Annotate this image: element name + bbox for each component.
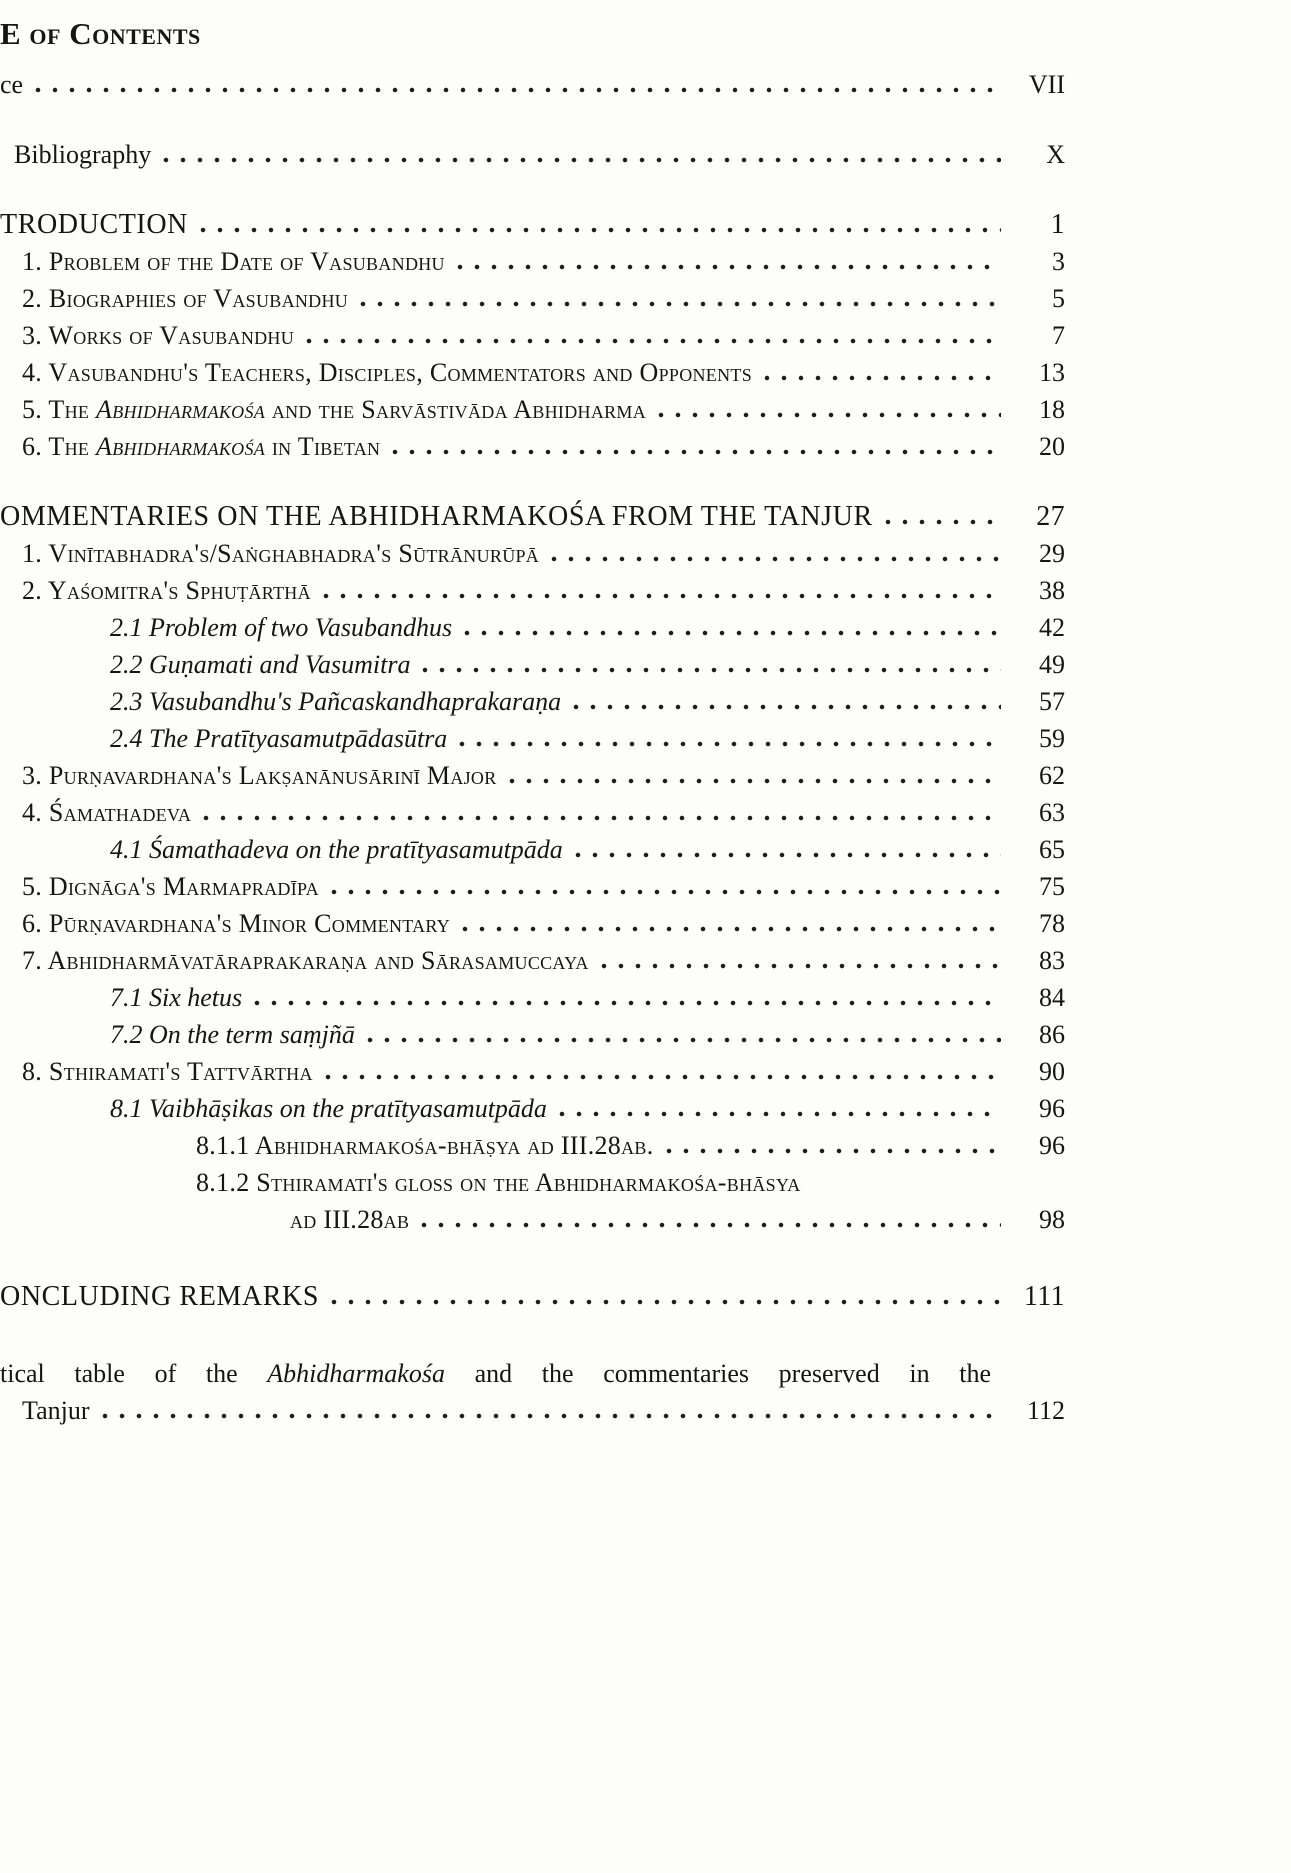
toc-entry-label: 5. Dignāga's Marmapradīpa <box>22 872 319 901</box>
toc-entry-label: 4. Śamathadeva <box>22 798 192 827</box>
page-number: 38 <box>1039 576 1065 605</box>
toc-entry-label: 1. Vinītabhadra's/Saṅghabhadra's Sūtrānurūpā <box>22 539 540 568</box>
toc-entry-label: 7.2 On the term saṃjñā <box>110 1020 355 1049</box>
toc-entry-label: 8.1 Vaibhāṣikas on the pratītyasamutpāda <box>110 1094 547 1123</box>
page-number: 3 <box>1052 247 1065 276</box>
toc-entry-label: 2.4 The Pratītyasamutpādasūtra <box>110 724 448 753</box>
page-number: 83 <box>1039 946 1065 975</box>
toc-entry <box>0 905 1065 942</box>
toc-entry-label: 4. Vasubandhu's Teachers, Disciples, Commentators and Opponents <box>22 358 753 387</box>
page-number: 27 <box>1036 501 1065 532</box>
toc-entry <box>0 831 1065 868</box>
toc-entry-label: tical table of the Abhidharmakośa and the commentaries preserved in the <box>0 1359 991 1388</box>
toc-entry-label: 8.1.1 Abhidharmakośa-bhāṣya ad III.28ab. <box>196 1131 654 1160</box>
page-number: 13 <box>1039 358 1065 387</box>
toc-entry-label: Tanjur <box>22 1396 90 1425</box>
page-number: 112 <box>1026 1396 1065 1425</box>
dot-leader <box>331 1299 1001 1305</box>
dot-leader <box>421 1222 1001 1228</box>
toc-entry <box>0 428 1065 465</box>
toc-entry <box>0 1016 1065 1053</box>
page-number: 7 <box>1052 321 1065 350</box>
dot-leader <box>573 704 1001 710</box>
dot-leader <box>200 227 1001 233</box>
toc-entry <box>0 280 1065 317</box>
toc-entry-label: ad III.28ab <box>290 1205 410 1234</box>
dot-leader <box>885 519 1001 525</box>
toc-entry <box>0 391 1065 428</box>
page-number: 59 <box>1039 724 1065 753</box>
toc-entry-label: 2. Yaśomitra's Sphuṭārthā <box>22 576 311 605</box>
toc-entry <box>0 646 1065 683</box>
page-number: 96 <box>1039 1131 1065 1160</box>
page-number: 57 <box>1039 687 1065 716</box>
toc-entry-label: 2. Biographies of Vasubandhu <box>22 284 349 313</box>
dot-leader <box>306 338 1001 344</box>
toc-entry-label: 7. Abhidharmāvatāraprakaraṇa and Sārasamuccaya <box>22 946 589 975</box>
toc-entry <box>0 1355 991 1392</box>
page-number: 5 <box>1052 284 1065 313</box>
dot-leader <box>601 963 1001 969</box>
toc-entry <box>0 354 1065 391</box>
toc-entry <box>0 535 1065 572</box>
toc-entry <box>0 66 1065 103</box>
toc-entry <box>0 1164 1065 1201</box>
toc-entry-label: 2.1 Problem of two Vasubandhus <box>110 613 453 642</box>
toc-entry <box>0 1090 1065 1127</box>
page-number: 90 <box>1039 1057 1065 1086</box>
dot-leader <box>254 1000 1001 1006</box>
page-number: 62 <box>1039 761 1065 790</box>
dot-leader <box>459 741 1001 747</box>
page-number: 111 <box>1023 1281 1065 1312</box>
page-number: 18 <box>1039 395 1065 424</box>
dot-leader <box>658 412 1001 418</box>
toc-entry <box>0 942 1065 979</box>
toc-entry-label: 2.2 Guṇamati and Vasumitra <box>110 650 411 679</box>
page-number: 98 <box>1039 1205 1065 1234</box>
dot-leader <box>666 1148 1001 1154</box>
toc-entry <box>0 609 1065 646</box>
toc-entry-label: ce <box>0 70 24 99</box>
toc-entry-label: 2.3 Vasubandhu's Pañcaskandhaprakaraṇa <box>110 687 562 716</box>
toc-entry-label: 8. Sthiramati's Tattvārtha <box>22 1057 313 1086</box>
toc-entry <box>0 1201 1065 1238</box>
page-number: 63 <box>1039 798 1065 827</box>
toc-entry <box>0 206 1065 243</box>
toc-list <box>0 66 1065 1429</box>
page-number: 75 <box>1039 872 1065 901</box>
page-title: E of Contents <box>0 16 201 51</box>
dot-leader <box>464 630 1001 636</box>
toc-entry-label: Bibliography <box>14 140 152 169</box>
toc-entry-label: TRODUCTION <box>0 209 188 240</box>
dot-leader <box>392 449 1001 455</box>
dot-leader <box>35 87 1001 93</box>
dot-leader <box>462 926 1001 932</box>
toc-entry <box>0 1127 1065 1164</box>
toc-entry-label: 1. Problem of the Date of Vasubandhu <box>22 247 445 276</box>
page-number: 1 <box>1050 209 1065 240</box>
toc-entry <box>0 1278 1065 1315</box>
toc-entry <box>0 243 1065 280</box>
toc-entry-label: 4.1 Śamathadeva on the pratītyasamutpāda <box>110 835 563 864</box>
toc-entry-label: 6. The Abhidharmakośa in Tibetan <box>22 432 381 461</box>
dot-leader <box>575 852 1001 858</box>
dot-leader <box>331 889 1001 895</box>
dot-leader <box>102 1413 1002 1419</box>
page-number: 29 <box>1039 539 1065 568</box>
toc-entry-label: 3. Purṇavardhana's Lakṣanānusārinī Major <box>22 761 497 790</box>
page-number: 65 <box>1039 835 1065 864</box>
toc-entry <box>0 1053 1065 1090</box>
toc-entry-label: ONCLUDING REMARKS <box>0 1281 319 1312</box>
toc-entry-label: 3. Works of Vasubandhu <box>22 321 295 350</box>
toc-entry <box>0 498 1065 535</box>
toc-entry <box>0 317 1065 354</box>
page-number: 96 <box>1039 1094 1065 1123</box>
page-number: X <box>1046 140 1065 169</box>
page-number: 42 <box>1039 613 1065 642</box>
toc-entry <box>0 868 1065 905</box>
toc-entry <box>0 794 1065 831</box>
dot-leader <box>422 667 1001 673</box>
toc-entry <box>0 979 1065 1016</box>
dot-leader <box>509 778 1001 784</box>
page-number: 49 <box>1039 650 1065 679</box>
dot-leader <box>323 593 1001 599</box>
toc-entry-label: 8.1.2 Sthiramati's gloss on the Abhidharmakośa-bhāsya <box>196 1168 801 1197</box>
dot-leader <box>360 301 1001 307</box>
toc-entry <box>0 1392 1065 1429</box>
dot-leader <box>551 556 1001 562</box>
toc-entry <box>0 136 1065 173</box>
page-number: 20 <box>1039 432 1065 461</box>
page-number: 84 <box>1039 983 1065 1012</box>
dot-leader <box>367 1037 1001 1043</box>
dot-leader <box>457 264 1001 270</box>
dot-leader <box>764 375 1001 381</box>
toc-entry <box>0 757 1065 794</box>
toc-entry <box>0 572 1065 609</box>
dot-leader <box>559 1111 1001 1117</box>
toc-entry-label: OMMENTARIES ON THE ABHIDHARMAKOŚA FROM THE TANJUR <box>0 501 873 532</box>
page-number: VII <box>1028 70 1065 99</box>
dot-leader <box>325 1074 1001 1080</box>
toc-entry-label: 5. The Abhidharmakośa and the Sarvāstivāda Abhidharma <box>22 395 647 424</box>
page-number: 86 <box>1039 1020 1065 1049</box>
page-number: 78 <box>1039 909 1065 938</box>
toc-entry <box>0 720 1065 757</box>
toc-entry-label: 7.1 Six hetus <box>110 983 243 1012</box>
dot-leader <box>163 157 1001 163</box>
dot-leader <box>203 815 1001 821</box>
toc-entry <box>0 683 1065 720</box>
toc-entry-label: 6. Pūrṇavardhana's Minor Commentary <box>22 909 451 938</box>
